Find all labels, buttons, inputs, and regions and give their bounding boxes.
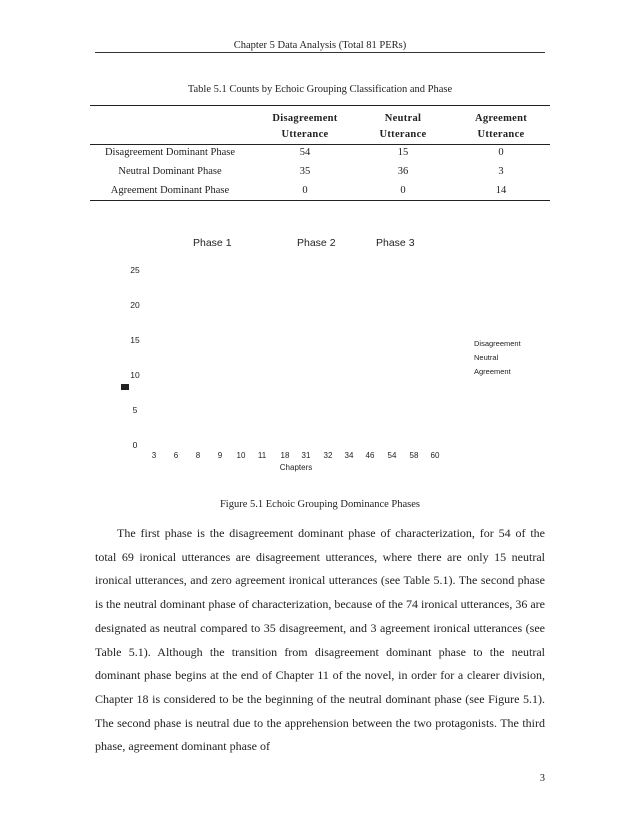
- page-number: 3: [539, 773, 545, 784]
- col-header-disagreement: [250, 111, 360, 143]
- col-header-neutral: [348, 111, 458, 143]
- axis-marker: [121, 384, 129, 390]
- table-cell: 15: [397, 147, 409, 158]
- running-head: Chapter 5 Data Analysis (Total 81 PERs): [233, 40, 407, 51]
- x-tick-label: 60: [430, 451, 440, 460]
- x-tick-label: 32: [323, 451, 333, 460]
- col-header-line: Utterance: [379, 129, 427, 140]
- col-header-line: Utterance: [281, 129, 329, 140]
- col-header-line: Utterance: [477, 129, 525, 140]
- header-rule: [95, 52, 545, 53]
- y-tick-label: 25: [130, 265, 140, 275]
- table-cell: 0: [498, 147, 504, 158]
- x-tick-label: 54: [387, 451, 397, 460]
- phase-label: Phase 3: [376, 237, 415, 249]
- legend-item: Neutral: [474, 353, 499, 362]
- x-tick-label: 34: [344, 451, 354, 460]
- table-caption: Table 5.1 Counts by Echoic Grouping Classification and Phase: [187, 84, 453, 95]
- col-header-line: Neutral: [384, 113, 422, 124]
- table-cell: 36: [397, 166, 409, 177]
- x-tick-label: 11: [257, 451, 267, 460]
- table-rule-top: [90, 105, 550, 106]
- y-tick-label: 20: [130, 300, 140, 310]
- x-tick-label: 10: [236, 451, 246, 460]
- row-label: Neutral Dominant Phase: [118, 166, 222, 177]
- table-cell: 14: [495, 185, 507, 196]
- table-cell: 0: [302, 185, 308, 196]
- x-tick-label: 8: [195, 451, 201, 460]
- x-tick-label: 31: [301, 451, 311, 460]
- phase-label: Phase 2: [297, 237, 336, 249]
- row-label: Agreement Dominant Phase: [110, 185, 230, 196]
- col-header-line: Disagreement: [272, 113, 338, 124]
- legend-item: Agreement: [474, 367, 511, 376]
- y-tick-label: 15: [130, 335, 140, 345]
- figure-caption: Figure 5.1 Echoic Grouping Dominance Phases: [219, 499, 421, 510]
- x-tick-label: 18: [280, 451, 290, 460]
- x-axis-label: Chapters: [279, 463, 313, 472]
- x-tick-label: 3: [151, 451, 157, 460]
- body-paragraph: The first phase is the disagreement dominant phase of characterization, for 54 of the total 69 ironical utterances are disagreement utterances, where there are only 15 neutral ironical utterances, and zero agreement ironical utterances (see Table 5.1). The second phase is the neutral dominant phase of characterization, because of the 74 ironical utterances, 36 are designated as neutral compared to 35 disagreement, and 3 agreement ironical utterances (see Table 5.1). Although the transition from disagreement dominant phase to the neutral dominant phase begins at the end of Chapter 11 of the novel, in order for a clearer division, Chapter 18 is considered to be the beginning of the neutral dominant phase (see Figure 5.1). The second phase is neutral due to the apprehension between the two protagonists. The third phase, agreement dominant phase of: [95, 526, 545, 754]
- y-tick-label: 10: [130, 370, 140, 380]
- table-rule-mid: [90, 144, 550, 145]
- table-cell: 54: [299, 147, 311, 158]
- col-header-line: Agreement: [474, 113, 528, 124]
- y-tick-label: 0: [132, 440, 138, 450]
- row-label: Disagreement Dominant Phase: [104, 147, 236, 158]
- x-tick-label: 58: [409, 451, 419, 460]
- phase-label: Phase 1: [193, 237, 232, 249]
- x-tick-label: 9: [217, 451, 223, 460]
- table-cell: 35: [299, 166, 311, 177]
- x-tick-label: 6: [173, 451, 179, 460]
- col-header-agreement: [446, 111, 556, 143]
- legend-item: Disagreement: [474, 339, 521, 348]
- x-tick-label: 46: [365, 451, 375, 460]
- table-cell: 3: [498, 166, 504, 177]
- y-tick-label: 5: [132, 405, 138, 415]
- table-cell: 0: [400, 185, 406, 196]
- table-rule-bottom: [90, 200, 550, 201]
